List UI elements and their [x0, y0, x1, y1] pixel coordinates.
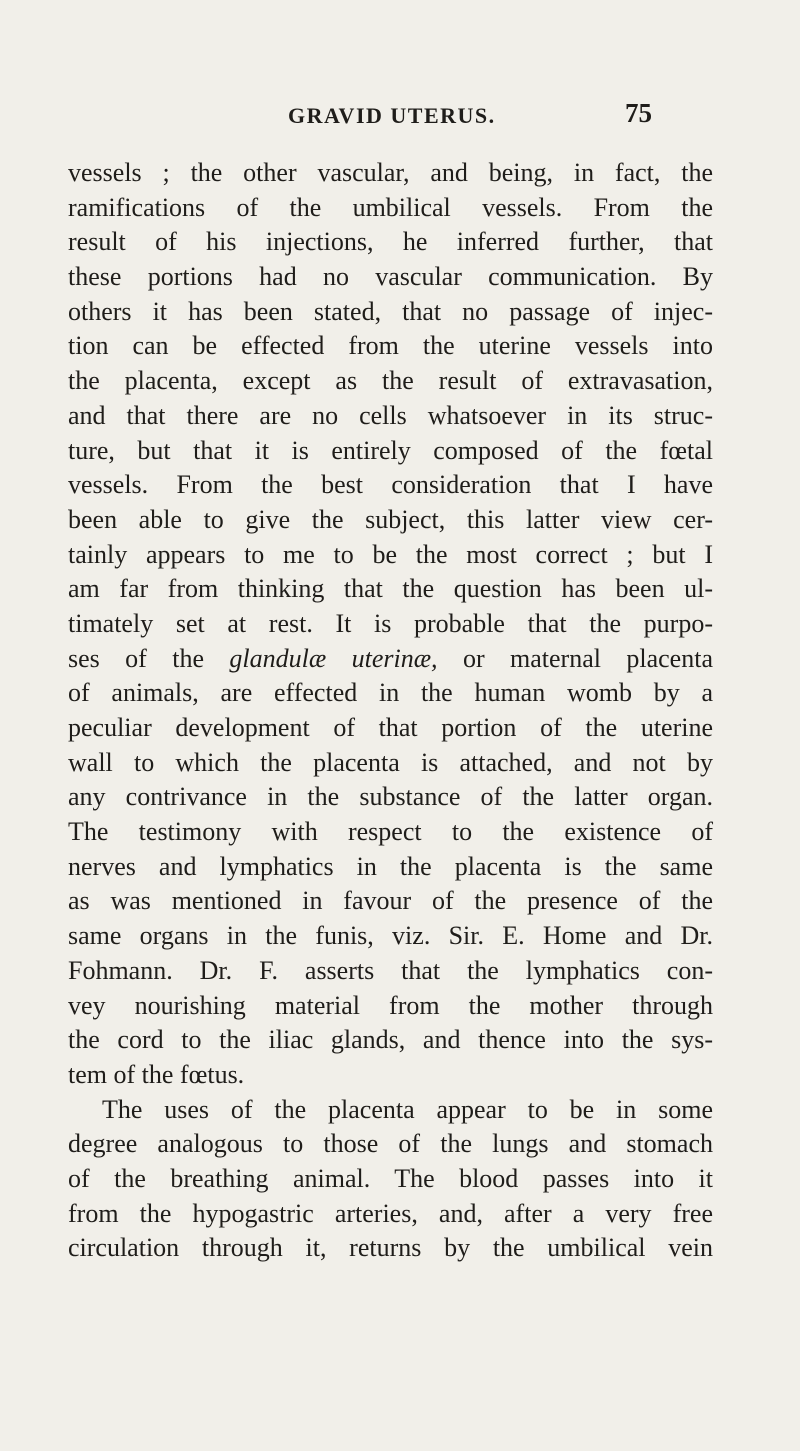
- text-line: been able to give the subject, this latter view cer-: [68, 504, 713, 534]
- text-segment: or maternal placenta: [437, 643, 713, 673]
- text-line: vey nourishing material from the mother through: [68, 990, 713, 1020]
- text-line: timately set at rest. It is probable that the purpo-: [68, 608, 713, 638]
- text-line: any contrivance in the substance of the latter organ.: [68, 782, 713, 812]
- text-line: vessels. From the best consideration that I have: [68, 470, 713, 500]
- running-head: GRAVID UTERUS.: [288, 103, 496, 128]
- text-line: same organs in the funis, viz. Sir. E. Home and Dr.: [68, 921, 713, 951]
- text-line: of the breathing animal. The blood passes into it: [68, 1163, 713, 1193]
- text-line: tem of the fœtus.: [68, 1059, 245, 1089]
- text-line: and that there are no cells whatsoever in its struc-: [68, 400, 713, 430]
- text-line: tion can be effected from the uterine vessels into: [68, 331, 713, 361]
- page-number: 75: [625, 98, 652, 128]
- text-line: of animals, are effected in the human womb by a: [68, 678, 713, 708]
- text-line: result of his injections, he inferred further, that: [68, 227, 713, 257]
- text-line: vessels ; the other vascular, and being, in fact, the: [68, 158, 713, 187]
- text-line: The uses of the placenta appear to be in some: [102, 1094, 713, 1124]
- text-line: nerves and lymphatics in the placenta is the same: [68, 851, 713, 881]
- italic-term: glandulæ uterinæ,: [229, 643, 438, 673]
- text-line: am far from thinking that the question has been ul-: [68, 574, 713, 604]
- text-line: tainly appears to me to be the most correct ; but I: [68, 539, 713, 569]
- text-line: circulation through it, returns by the umbilical vein: [68, 1233, 713, 1263]
- text-line: ramifications of the umbilical vessels. From the: [68, 192, 713, 222]
- text-line: the cord to the iliac glands, and thence into the sys-: [68, 1025, 713, 1055]
- text-segment: ses of the: [68, 643, 230, 673]
- text-line: others it has been stated, that no passage of injec-: [68, 296, 713, 326]
- body-text: [68, 156, 713, 1266]
- text-line: the placenta, except as the result of extravasation,: [68, 366, 713, 396]
- text-line: Fohmann. Dr. F. asserts that the lymphatics con-: [68, 955, 713, 985]
- text-line: these portions had no vascular communication. By: [68, 262, 713, 292]
- text-line: from the hypogastric arteries, and, after a very free: [68, 1198, 713, 1228]
- text-line-with-italic: [68, 642, 713, 677]
- text-line: degree analogous to those of the lungs and stomach: [68, 1129, 713, 1159]
- text-line: as was mentioned in favour of the presence of the: [68, 886, 713, 916]
- text-line: wall to which the placenta is attached, and not by: [68, 747, 713, 777]
- text-line: The testimony with respect to the existence of: [68, 817, 713, 847]
- text-line: peculiar development of that portion of the uterine: [68, 713, 713, 742]
- text-line: ture, but that it is entirely composed of the fœtal: [68, 435, 713, 465]
